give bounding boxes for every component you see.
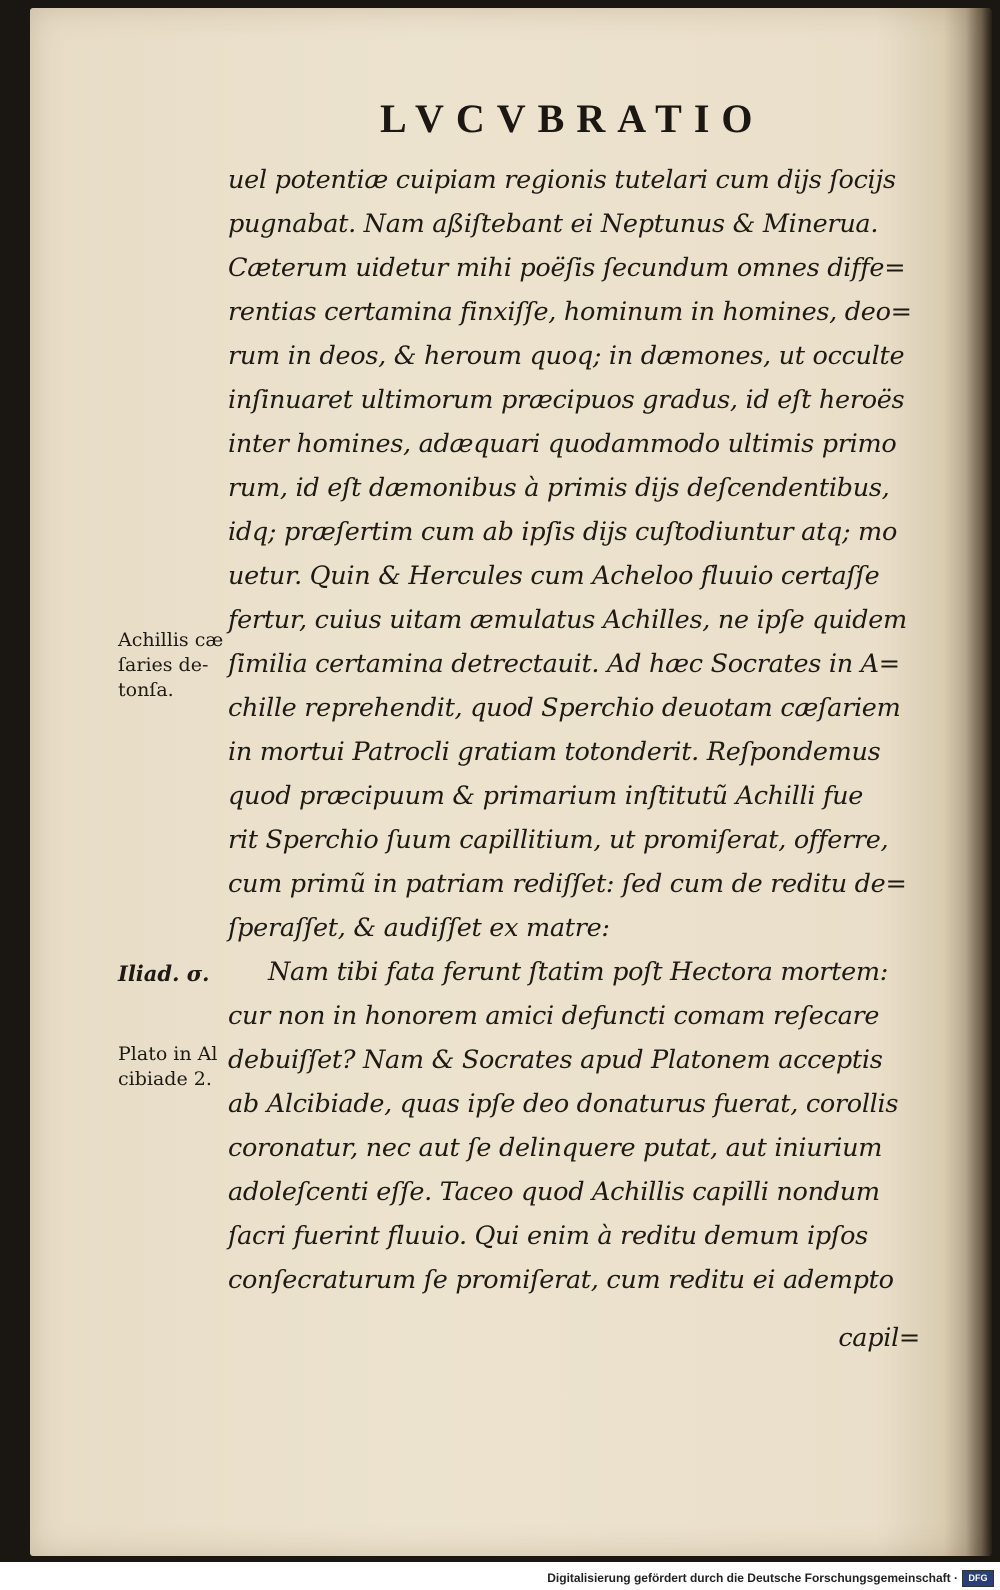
running-head: LVCVBRATIO <box>380 96 765 141</box>
body-line: conſecraturum ſe promiſerat, cum reditu ei adempto <box>228 1265 894 1295</box>
body-line: quod præcipuum & primarium inſtitutũ Achilli fue <box>228 781 864 811</box>
body-line: uetur. Quin & Hercules cum Acheloo fluuio certaſſe <box>228 561 880 591</box>
body-line: in mortui Patrocli gratiam totonderit. Reſpondemus <box>228 737 881 767</box>
body-line: coronatur, nec aut ſe delinquere putat, aut iniurium <box>228 1133 883 1163</box>
body-line: Cæterum uidetur mihi poëſis ſecundum omnes diffe= <box>228 253 906 283</box>
body-line: rit Sperchio ſuum capillitium, ut promiſerat, offerre, <box>228 825 889 855</box>
body-line: ſperaſſet, & audiſſet ex matre: <box>228 913 610 943</box>
body-line: rentias certamina finxiſſe, hominum in homines, deo= <box>228 297 912 327</box>
footer-bar <box>0 1568 1000 1590</box>
body-line: cum primũ in patriam rediſſet: ſed cum de reditu de= <box>228 869 907 899</box>
catchword: capil= <box>838 1323 920 1353</box>
verse-quotation: Nam tibi fata ferunt ſtatim poſt Hectora mortem: <box>268 957 889 987</box>
margin-note-line: cibiade 2. <box>118 1068 212 1090</box>
body-line: cur non in honorem amici defuncti comam reſecare <box>228 1001 880 1031</box>
body-line: adoleſcenti eſſe. Taceo quod Achillis capilli nondum <box>228 1177 880 1207</box>
dfg-logo: DFG <box>962 1570 994 1587</box>
body-line: fertur, cuius uitam æmulatus Achilles, ne ipſe quidem <box>228 605 907 635</box>
margin-note-line: Iliad. σ. <box>118 961 210 986</box>
body-line: inſinuaret ultimorum præcipuos gradus, id eſt heroës <box>228 385 905 415</box>
margin-note-line: Plato in Al <box>118 1043 218 1065</box>
body-line: chille reprehendit, quod Sperchio deuotam cæſariem <box>228 693 901 723</box>
body-line: ſimilia certamina detrectauit. Ad hæc Socrates in A= <box>228 649 900 679</box>
margin-note-line: ſaries de- <box>118 654 209 676</box>
margin-note-line: Achillis cæ <box>118 629 224 651</box>
body-line: debuiſſet? Nam & Socrates apud Platonem acceptis <box>228 1045 883 1075</box>
page-edge-shadow <box>966 8 992 1556</box>
body-line: uel potentiæ cuipiam regionis tutelari cum dijs ſocijs <box>228 165 896 195</box>
body-line: idq; præſertim cum ab ipſis dijs cuſtodiuntur atq; mo <box>228 517 897 547</box>
body-line: pugnabat. Nam aßiſtebant ei Neptunus & Minerua. <box>228 209 879 239</box>
body-line: rum in deos, & heroum quoq; in dæmones, ut occulte <box>228 341 905 371</box>
body-line: ab Alcibiade, quas ipſe deo donaturus fuerat, corollis <box>228 1089 899 1119</box>
body-line: ſacri fuerint fluuio. Qui enim à reditu demum ipſos <box>228 1221 868 1251</box>
digitization-credit: Digitalisierung gefördert durch die Deutsche Forschungsgemeinschaft · <box>547 1571 958 1585</box>
margin-note-line: tonſa. <box>118 679 174 701</box>
body-line: inter homines, adæquari quodammodo ultimis primo <box>228 429 897 459</box>
body-line: rum, id eſt dæmonibus à primis dijs deſcendentibus, <box>228 473 890 503</box>
